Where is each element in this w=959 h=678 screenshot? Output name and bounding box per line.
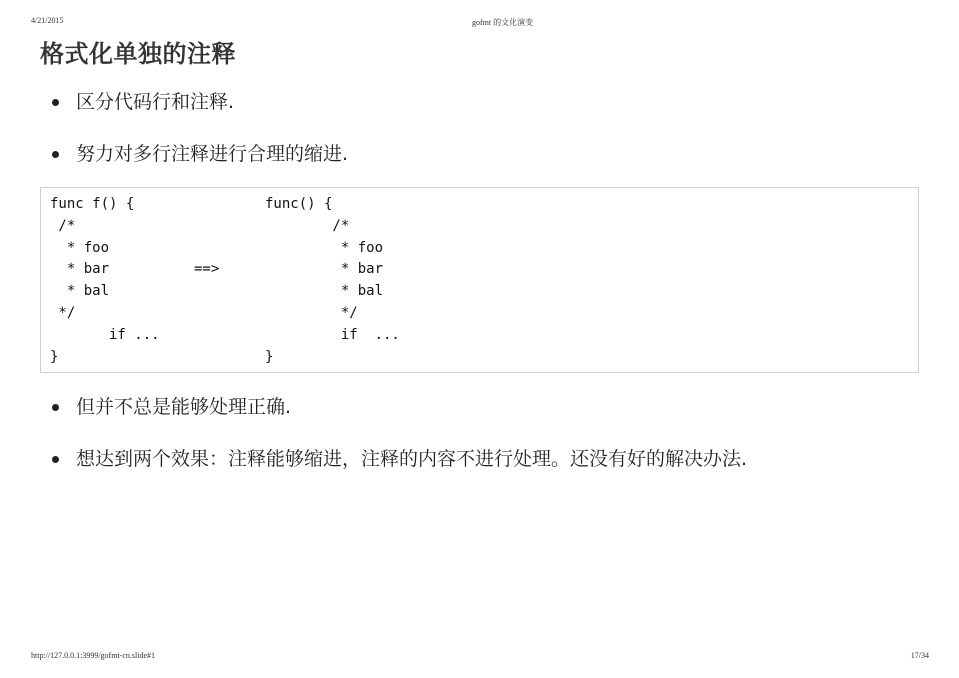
bullet-item: 但并不总是能够处理正确. [50, 394, 747, 420]
code-block [40, 187, 919, 373]
bullet-list-bottom [50, 394, 747, 472]
header-date: 4/21/2015 [31, 16, 64, 25]
code-before: func f() { /* * foo * bar * bal */ if ... } [50, 196, 160, 365]
code-after: func() { /* * foo * bar * bal */ if ... } [265, 196, 400, 365]
slide-title: 格式化单独的注释 [40, 40, 236, 68]
bullet-list-top [50, 89, 348, 167]
bullet-item: 努力对多行注释进行合理的缩进. [50, 141, 348, 167]
header-doc-title: gofmt 的文化演变 [472, 18, 534, 27]
bullet-item: 想达到两个效果：注释能够缩进，注释的内容不进行处理。还没有好的解决办法. [50, 446, 747, 472]
code-arrow: ==> [194, 261, 220, 278]
footer-page-number: 17/34 [910, 651, 929, 660]
bullet-item: 区分代码行和注释. [50, 89, 348, 115]
footer-url: http://127.0.0.1:3999/gofmt-cn.slide#1 [31, 651, 155, 660]
